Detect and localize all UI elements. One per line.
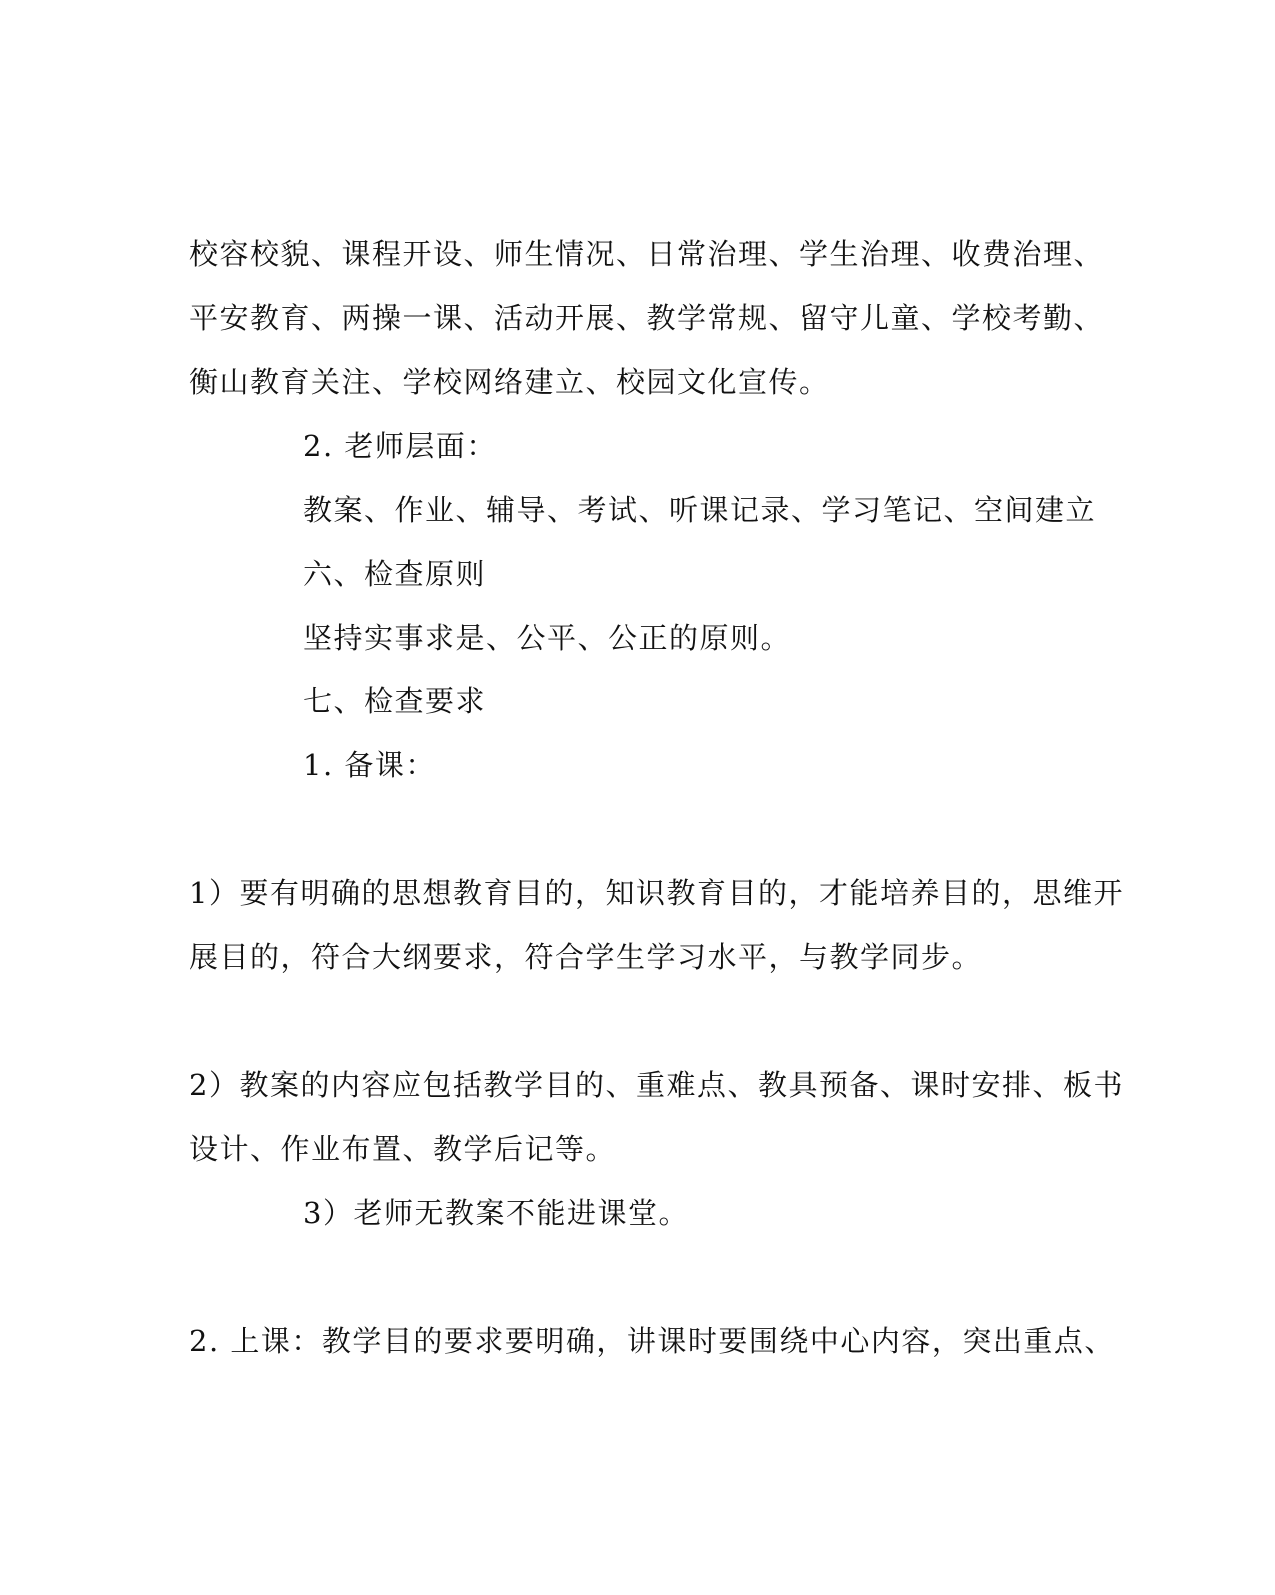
paragraph-line: 设计、作业布置、教学后记等。 [189, 1132, 617, 1166]
paragraph-line: 坚持实事求是、公平、公正的原则。 [303, 621, 792, 655]
paragraph-line: 2）教案的内容应包括教学目的、重难点、教具预备、课时安排、板书 [189, 1068, 1124, 1102]
paragraph-line: 展目的，符合大纲要求，符合学生学习水平，与教学同步。 [189, 940, 983, 974]
section-heading: 2. 老师层面： [303, 429, 497, 463]
paragraph-line: 校容校貌、课程开设、师生情况、日常治理、学生治理、收费治理、 [189, 237, 1105, 271]
paragraph-line: 3）老师无教案不能进课堂。 [303, 1196, 689, 1230]
paragraph-line: 衡山教育关注、学校网络建立、校园文化宣传。 [189, 365, 830, 399]
paragraph-line: 1）要有明确的思想教育目的，知识教育目的，才能培养目的，思维开 [189, 876, 1124, 910]
section-heading: 六、检查原则 [303, 557, 487, 591]
paragraph-line: 教案、作业、辅导、考试、听课记录、学习笔记、空间建立 [303, 493, 1097, 527]
section-heading: 1. 备课： [303, 748, 436, 782]
paragraph-line: 2. 上课：教学目的要求要明确，讲课时要围绕中心内容，突出重点、 [189, 1324, 1115, 1358]
paragraph-line: 平安教育、两操一课、活动开展、教学常规、留守儿童、学校考勤、 [189, 301, 1105, 335]
section-heading: 七、检查要求 [303, 684, 487, 718]
